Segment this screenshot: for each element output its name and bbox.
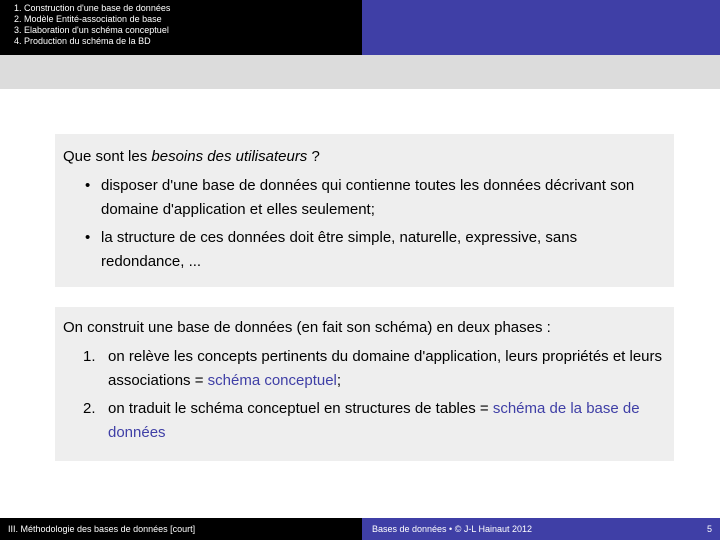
outline-item-2[interactable]: 2. Modèle Entité-association de base: [14, 14, 162, 24]
bullet-icon: •: [85, 177, 91, 194]
bullet-icon: •: [85, 229, 91, 246]
needs-question-emphasis: besoins des utilisateurs: [151, 148, 308, 165]
phase-text-1: [83, 345, 663, 393]
phase-number-2: 2.: [83, 400, 96, 417]
outline-item-1[interactable]: 1. Construction d'une base de données: [14, 3, 171, 13]
needs-bullet-text-2: la structure de ces données doit être simple, naturelle, expressive, sans redondance, ...: [101, 229, 578, 270]
outline-list: [0, 0, 362, 47]
phases-intro: On construit une base de données (en fait son schéma) en deux phases :: [63, 319, 551, 336]
needs-bullet-item-1: [85, 174, 645, 222]
phase-term-conceptual-schema: schéma conceptuel: [207, 372, 337, 389]
phase-term-database-schema: schéma de la base de données: [108, 400, 640, 441]
phase-item-1: [83, 345, 663, 393]
phase-text-1-suffix: ;: [336, 372, 342, 389]
phase-number-1: 1.: [83, 348, 96, 365]
header-accent-panel: [362, 0, 720, 55]
footer-course-title: Bases de données • © J-L Hainaut 2012: [372, 524, 533, 534]
phases-box: [55, 307, 674, 461]
header-outline-panel: [0, 0, 362, 55]
needs-question: [63, 148, 320, 165]
footer-section-bar: [0, 518, 362, 540]
needs-bullet-item-2: [85, 226, 645, 274]
phase-text-2-body: on traduit le schéma conceptuel en structures de tables =: [108, 400, 493, 417]
phase-text-2: [83, 397, 663, 445]
outline-item-3[interactable]: 3. Elaboration d'un schéma conceptuel: [14, 25, 169, 35]
needs-box: [55, 134, 674, 287]
needs-question-suffix: ?: [307, 148, 320, 165]
outline-item-4[interactable]: 4. Production du schéma de la BD: [14, 36, 151, 46]
phase-item-2: [83, 397, 663, 445]
needs-bullet-text-1: disposer d'une base de données qui contienne toutes les données décrivant son domaine d'application et elles seulement;: [101, 177, 635, 218]
page-number: 5: [706, 524, 712, 534]
footer-section-title: III. Méthodologie des bases de données [court]: [8, 524, 196, 534]
phase-text-1-body: on relève les concepts pertinents du domaine d'application, leurs propriétés et leurs associations =: [108, 348, 663, 389]
header-subbar: [0, 55, 720, 89]
needs-question-prefix: Que sont les: [63, 148, 152, 165]
footer-course-bar: [362, 518, 720, 540]
